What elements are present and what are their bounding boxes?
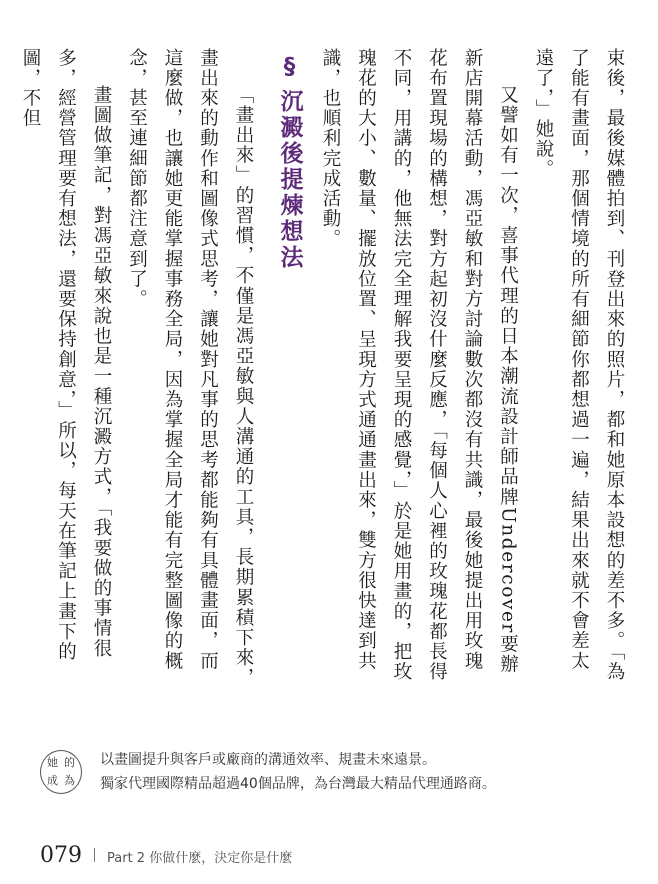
article-body — [13, 48, 633, 688]
summary-badge — [40, 750, 82, 794]
paragraph: 又譬如有一次，喜事代理的日本潮流設計師品牌Undercover要辦新店開幕活動，馮亞敏和對方討論數次都沒有共識，最後她提出用玫瑰花布置現場的構想，對方起初沒什麼反應，「每個人心裡的玫瑰花都長得不同，用講的，他無法完全理解我要呈現的感覺，」於是她用畫的，把玫瑰花的大小、數量、擺放位置、呈現方式通通畫出來，雙方很快達到共識，也順利完成活動。 — [320, 48, 519, 682]
paragraph: 束後，最後媒體拍到、刊登出來的照片，都和她原本設想的差不多。「為了能有畫面，那個情境的所有細節你都想過一遍，結果出來就不會差太遠了，」她說。 — [533, 48, 625, 682]
summary-line: 以畫圖提升與客戶或廠商的溝通效率、規畫未來遠景。 — [100, 752, 436, 768]
badge-top-text: 她的 — [47, 756, 81, 769]
summary-line: 獨家代理國際精品超過40個品牌，為台灣最大精品代理通路商。 — [100, 776, 496, 792]
badge-bottom-text: 成為 — [47, 774, 81, 787]
paragraph: 「畫出來」的習慣，不僅是馮亞敏與人溝通的工具，長期累積下來，畫出來的動作和圖像式思考，讓她對凡事的思考都能夠有具體畫面，而這麼做，也讓她更能掌握事務全局，因為掌握全局才能有完整圖像的概念，甚至連細節都注意到了。 — [126, 48, 254, 688]
footer-divider — [94, 848, 95, 862]
paragraph: 畫圖做筆記，對馮亞敏來說也是一種沉澱方式，「我要做的事情很多，經營管理要有想法，還要保持創意，」所以，每天在筆記上畫下的圖，不但 — [20, 48, 112, 662]
section-heading-text: 沉澱後提煉想法 — [276, 89, 303, 271]
section-mark: § — [276, 54, 303, 83]
page-number: 079 — [40, 843, 82, 868]
summary-lines — [100, 748, 496, 796]
summary-box — [40, 748, 630, 796]
section-heading — [271, 48, 307, 688]
part-title: Part 2 你做什麼，決定你是什麼 — [107, 851, 293, 866]
page-footer — [40, 843, 292, 873]
